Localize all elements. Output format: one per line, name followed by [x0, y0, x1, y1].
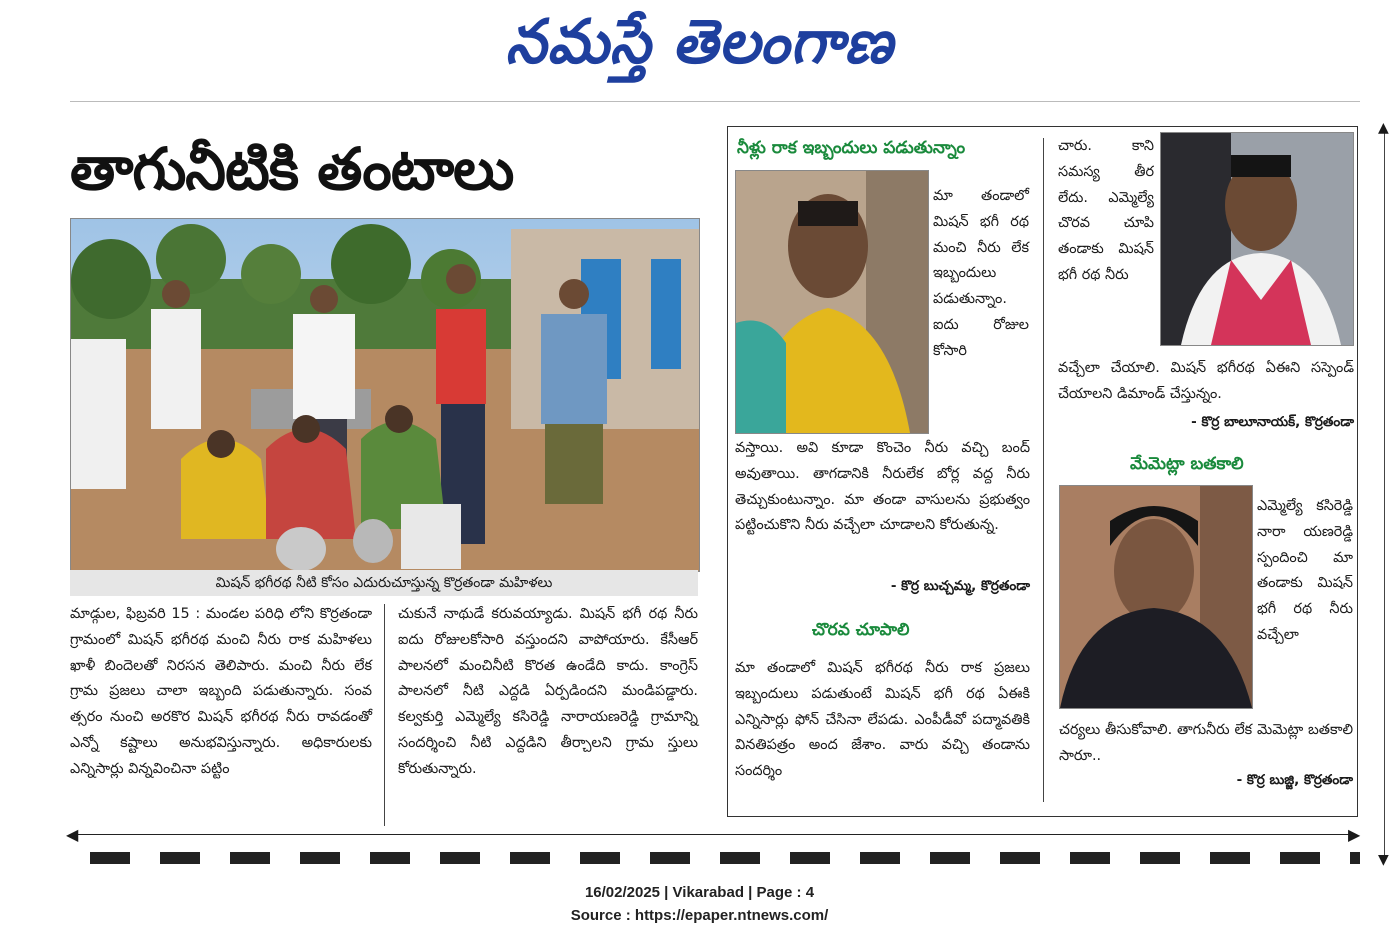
quote4-paragraph: చర్యలు తీసుకోవాలి. తాగునీరు లేక మెమెట్లా బతకాలి సారూ..	[1059, 722, 1353, 764]
quote2-paragraph: మా తండాలో మిషన్ భగీరథ నీరు రాక ప్రజలు ఇబ్బందులు పడుతుంటే మిషన్ భగీ రథ ఏఈకి ఎన్నిసార్లు ఫోన్ చేసినా లేపడు. ఎంపీడీవో పద్మావతికి వినతిపత్రం అంద జేశాం. వారు వచ్చి తండాను సందర్శిం	[735, 660, 1030, 780]
quote4-side-text	[1257, 494, 1353, 649]
arrow-down-icon: ▼	[1378, 852, 1389, 868]
quote1-paragraph: వస్తాయి. అవి కూడా కొంచెం నీరు వచ్చి బంద్ అవుతాయి. తాగడానికి నీరులేక బోర్ల వద్ద నీరు తెచ్చుకుంటున్నాం. మా తండా వాసులను ప్రభుత్వం పట్టించుకొని నీరు వచ్చేలా చూడాలని కోరుతున్న.	[735, 440, 1030, 534]
bottom-rule	[74, 834, 1354, 835]
article-column-1	[70, 602, 372, 783]
quote4-portrait	[1059, 485, 1253, 709]
quote3-side-text	[1058, 134, 1154, 289]
quote3-body	[1058, 356, 1354, 408]
quote1-portrait	[735, 170, 929, 434]
quote4-side-paragraph: ఎమ్మెల్యే కసిరెడ్డి నారా యణరెడ్డి స్పందించి మా తండాకు మిషన్ భగీ రథ నీరు వచ్చేలా	[1257, 498, 1353, 643]
footer-source-line: Source : https://epaper.ntnews.com/	[570, 907, 829, 924]
article-headline: తాగునీటికి తంటాలు	[70, 135, 514, 203]
quote4-signature: - కొర్ర బుజ్జి, కొర్రతండా	[1236, 772, 1353, 788]
quote3-signature: - కొర్ర బాలూనాయక్, కొర్రతండా	[1191, 414, 1354, 430]
article-column-2-text: చుకునే నాథుడే కరువయ్యాడు. మిషన్ భగీ రథ నీరు ఐదు రోజులకోసారి వస్తుందని వాపోయారు. కేసీఆర్ పాలనలో మంచినీటి కొరత ఉండేది కాదు. కాంగ్రెస్ పాలనలో నీటి ఎద్దడి ఏర్పడిందని మండిపడ్డారు. కల్వకుర్తి ఎమ్మెల్యే కసిరెడ్డి నారాయణరెడ్డి గ్రామాన్ని సందర్శించి నీటి ఎద్దడిని తీర్చాలని గ్రామ స్తులు కోరుతున్నారు.	[398, 606, 698, 777]
quote3-portrait	[1160, 132, 1354, 346]
quote1-signature: - కొర్ర బుచ్చమ్మ, కొర్రతండా	[890, 578, 1030, 594]
quote4-heading: మేమెట్లా బతకాలి	[1130, 454, 1244, 474]
man-portrait-photo	[1161, 133, 1353, 345]
quote1-side-text	[933, 184, 1029, 365]
arrow-up-icon: ▲	[1378, 120, 1389, 136]
quotes-box-divider	[1043, 138, 1044, 802]
right-edge-rule	[1384, 128, 1385, 860]
quote1-body	[735, 436, 1030, 539]
masthead-title: నమస్తే తెలంగాణ	[505, 5, 894, 78]
quote1-heading: నీళ్లు రాక ఇబ్బందులు పడుతున్నాం	[737, 138, 966, 158]
woman-portrait-photo	[736, 171, 928, 433]
photo-caption: మిషన్ భగీరథ నీటి కోసం ఎదురుచూస్తున్న కొర్రతండా మహిళలు	[70, 570, 698, 596]
article-column-2	[398, 602, 698, 783]
arrow-right-icon: ▶	[1348, 825, 1361, 844]
arrow-left-icon: ◀	[66, 825, 79, 844]
footer-date-line: 16/02/2025 | Vikarabad | Page : 4	[584, 884, 815, 901]
main-photo	[70, 218, 700, 572]
column-divider	[384, 604, 385, 826]
women-with-pots-photo	[71, 219, 699, 571]
quote3-side-paragraph: చారు. కాని సమస్య తీర లేదు. ఎమ్మెల్యే చొరవ చూపి తండాకు మిషన్ భగీ రథ నీరు	[1058, 138, 1154, 283]
quote4-body	[1059, 718, 1353, 770]
article-column-1-text: మాడ్గుల, ఫిబ్రవరి 15 : మండల పరిధి లోని కొర్రతండా గ్రామంలో మిషన్ భగీరథ మంచి నీరు రాక మహిళలు ఖాళీ బిందెలతో నిరసన తెలిపారు. మంచి నీరు లేక గ్రామ ప్రజలు చాలా ఇబ్బంది పడుతున్నారు. సంవ త్సరం నుంచి అరకొర మిషన్ భగీరథ నీరు రావడంతో ఎన్నో కష్టాలు అనుభవిస్తున్నారు. అధికారులకు ఎన్నిసార్లు విన్నవించినా పట్టిం	[70, 606, 372, 777]
quote3-paragraph: వచ్చేలా చేయాలి. మిషన్ భగీరథ ఏఈని సస్పెండ్ చేయాలని డిమాండ్ చేస్తున్నం.	[1058, 360, 1354, 402]
quote1-side-paragraph: మా తండాలో మిషన్ భగీ రథ మంచి నీరు లేక ఇబ్బందులు పడుతున్నాం. ఐదు రోజుల కోసారి	[933, 188, 1029, 359]
woman-smiling-photo	[1060, 486, 1252, 708]
next-story-strip	[90, 852, 1360, 864]
quote2-heading: చొరవ చూపాలి	[812, 620, 910, 640]
quote2-body	[735, 656, 1030, 785]
masthead-divider	[70, 101, 1360, 102]
